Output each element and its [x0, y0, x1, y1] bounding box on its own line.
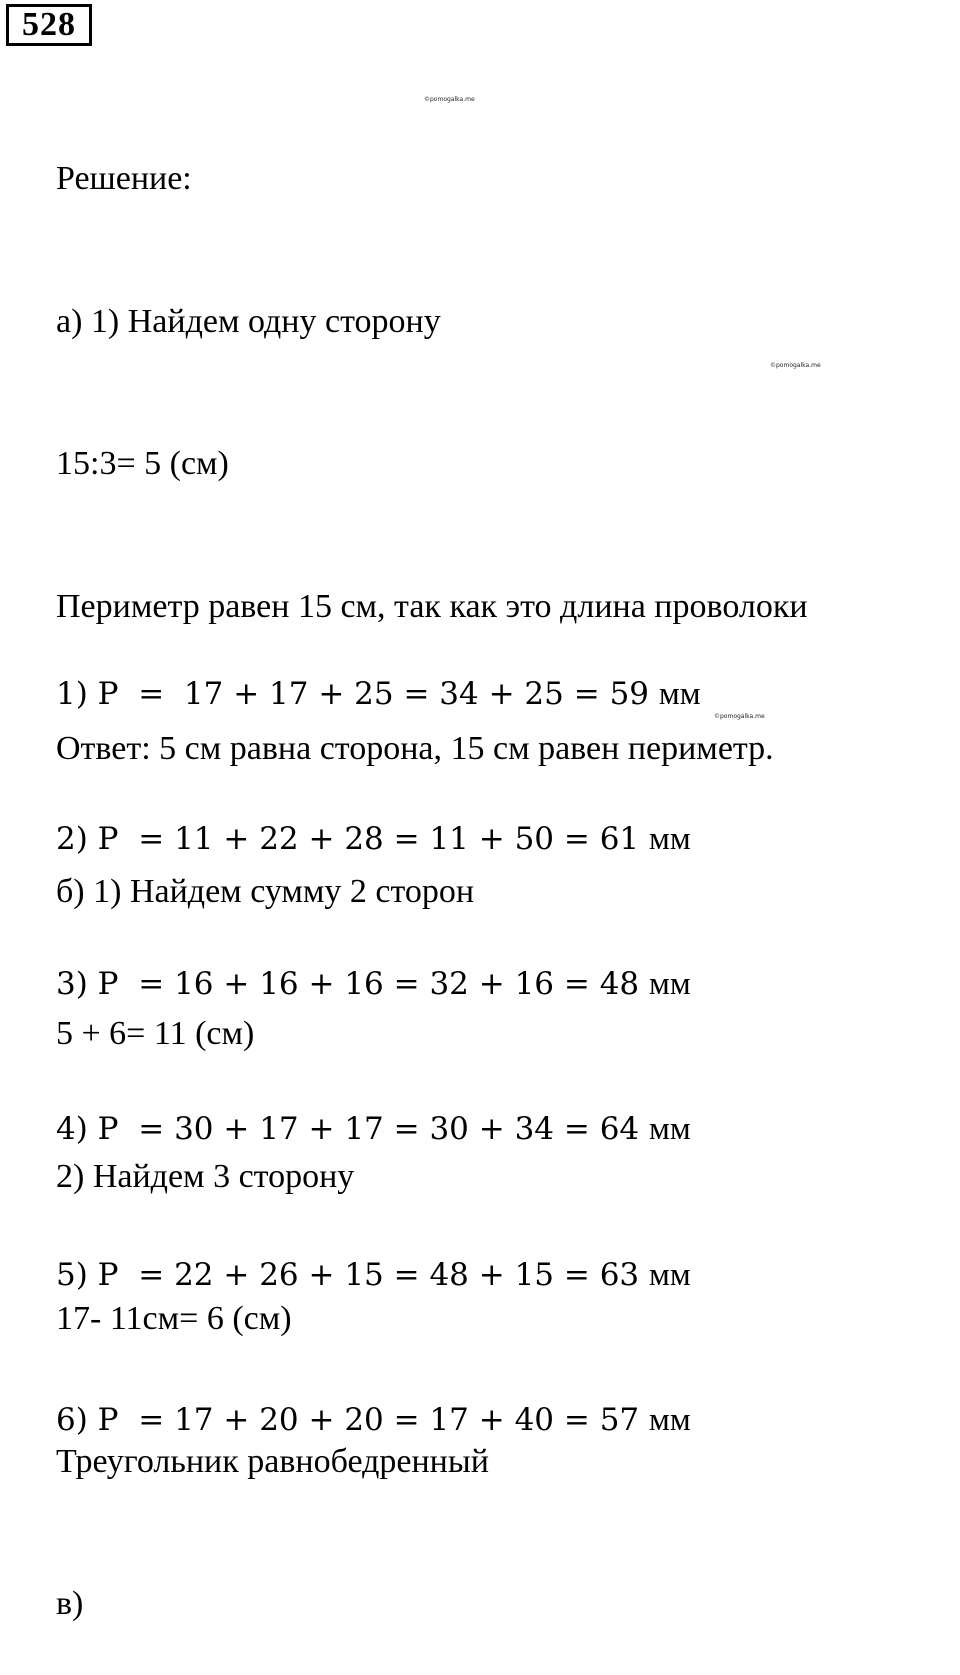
text-line: 5 + 6= 11 (см)	[56, 1015, 255, 1052]
formula-expression: 4) P = 30 + 17 + 17 = 30 + 34 = 64	[56, 1111, 640, 1148]
text-line: Решение:	[56, 160, 192, 197]
text-line: 17- 11см= 6 (см)	[56, 1300, 292, 1337]
formula-expression: 2) P = 11 + 22 + 28 = 11 + 50 = 61	[56, 821, 640, 858]
formula-line	[56, 670, 701, 718]
text-line: в)	[56, 1585, 84, 1622]
formula-line	[56, 1105, 701, 1153]
text-line: 15:3= 5 (см)	[56, 445, 229, 482]
watermark: ©pomogalka.me	[714, 713, 765, 720]
formula-expression: 6) P = 17 + 20 + 20 = 17 + 40 = 57	[56, 1401, 640, 1438]
text-line: Ответ: 5 см равна сторона, 15 см равен периметр.	[56, 730, 774, 767]
watermark: ©pomogalka.me	[770, 362, 821, 369]
formula-unit: мм	[649, 821, 691, 858]
formula-unit: мм	[649, 1401, 691, 1438]
formula-unit: мм	[649, 1256, 691, 1293]
perimeter-formulas	[56, 573, 701, 1493]
formula-expression: 3) P = 16 + 16 + 16 = 32 + 16 = 48	[56, 966, 640, 1003]
formula-expression: 5) P = 22 + 26 + 15 = 48 + 15 = 63	[56, 1256, 640, 1293]
formula-unit: мм	[649, 966, 691, 1003]
text-line: б) 1) Найдем сумму 2 сторон	[56, 872, 475, 910]
formula-unit: мм	[649, 1111, 691, 1148]
formula-line	[56, 960, 701, 1008]
text-line: 2) Найдем 3 сторону	[56, 1157, 355, 1195]
watermark: ©pomogalka.me	[424, 96, 475, 103]
text-line: Периметр равен 15 см, так как это длина проволоки	[56, 587, 808, 625]
formula-expression: 1) P = 17 + 17 + 25 = 34 + 25 = 59	[56, 675, 650, 712]
text-line: Треугольник равнобедренный	[56, 1442, 489, 1480]
formula-line	[56, 1251, 701, 1299]
formula-unit: мм	[658, 675, 701, 712]
text-line: а) 1) Найдем одну сторону	[56, 302, 441, 340]
problem-number: 528	[6, 4, 92, 46]
formula-line	[56, 815, 701, 863]
formula-line	[56, 1396, 701, 1444]
